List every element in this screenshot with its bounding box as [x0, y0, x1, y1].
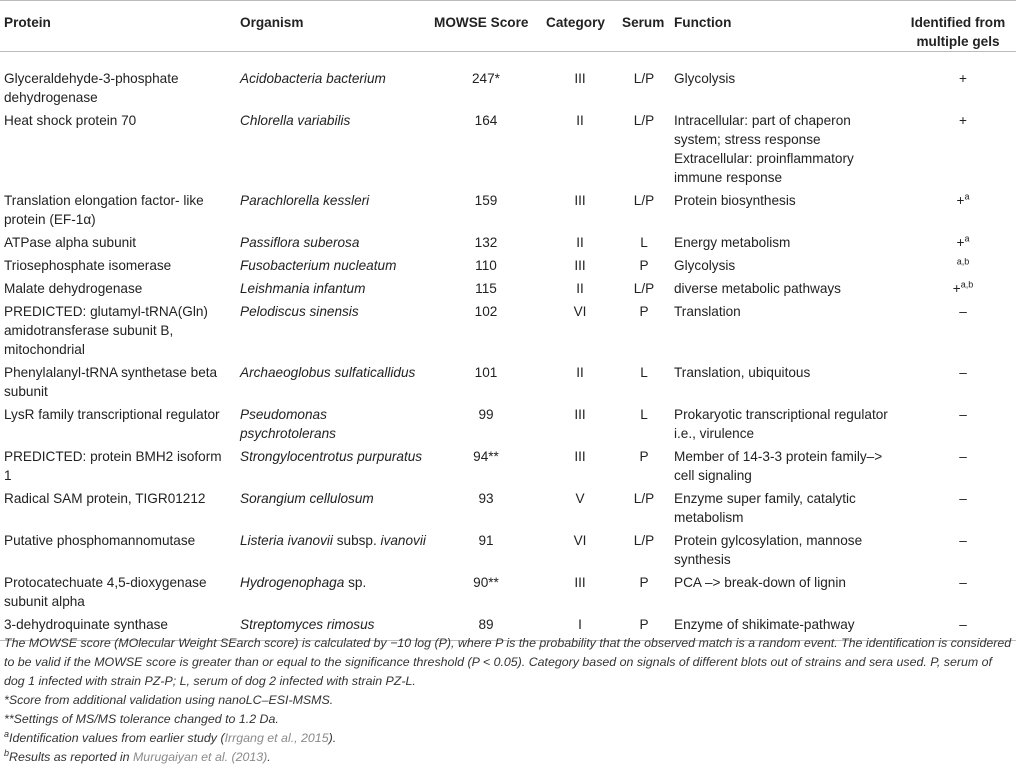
- cell-serum: L: [640, 235, 648, 250]
- footnote-a-text: Identification values from earlier study (: [9, 731, 225, 745]
- cell-serum: L: [640, 407, 648, 422]
- cell-serum: P: [639, 575, 649, 590]
- organism-name: Leishmania infantum: [240, 281, 366, 296]
- cell-identified: [900, 401, 1016, 443]
- organism-subname: ivanovii: [380, 533, 426, 548]
- cell-mowse: 101: [474, 365, 498, 380]
- cell-protein: LysR family transcriptional regulator: [4, 407, 220, 422]
- table-row: [0, 107, 1016, 187]
- table-row: [0, 229, 1016, 252]
- identified-mark: –: [959, 407, 967, 422]
- identified-mark: +: [959, 71, 967, 86]
- cell-organism: [236, 275, 430, 298]
- cell-serum: L/P: [633, 113, 655, 128]
- cell-mowse: 247*: [472, 71, 500, 86]
- table-body: [0, 52, 1016, 641]
- organism-name: Pelodiscus sinensis: [240, 304, 359, 319]
- identified-mark: –: [959, 533, 967, 548]
- cell-serum: L/P: [633, 71, 655, 86]
- cell-protein: 3-dehydroquinate synthase: [0, 611, 236, 641]
- cell-protein: Radical SAM protein, TIGR01212: [4, 491, 206, 506]
- cell-organism: [236, 443, 430, 485]
- footnote-a-reference-link[interactable]: Irrgang et al., 2015: [224, 731, 329, 745]
- footnote-b-end: .: [267, 750, 271, 764]
- identified-footnote-mark: a: [964, 191, 970, 202]
- header-mowse-score: MOWSE Score: [430, 1, 542, 52]
- cell-identified: [900, 229, 1016, 252]
- organism-name: Parachlorella kessleri: [240, 193, 370, 208]
- footnote-main: The MOWSE score (MOlecular Weight SEarch score) is calculated by −10 log (P), where P is the probability that the observed match is a random event. The identification is considered to be valid if the MOWSE score is greater than or equal to the significance threshold (P < 0.05). Category based on signals of different blots out of strains and sera used. P, serum of dog 1 infected with strain PZ-P; L, serum of dog 2 infected with strain PZ-L.: [4, 636, 1012, 688]
- table-row: [0, 443, 1016, 485]
- cell-serum: P: [639, 304, 649, 319]
- table-row: [0, 252, 1016, 275]
- cell-function: Translation, ubiquitous: [674, 365, 811, 380]
- cell-protein: Triosephosphate isomerase: [4, 258, 172, 273]
- cell-protein: PREDICTED: glutamyl-tRNA(Gln) amidotransferase subunit B, mitochondrial: [4, 304, 208, 357]
- header-serum: Serum: [618, 1, 670, 52]
- cell-function: Translation: [674, 304, 741, 319]
- identified-mark: +: [959, 113, 967, 128]
- footnote-b: [4, 748, 1012, 767]
- cell-identified: [900, 569, 1016, 611]
- cell-mowse: 94**: [473, 449, 499, 464]
- cell-category: III: [574, 407, 586, 422]
- identified-mark: –: [959, 575, 967, 590]
- cell-function: Glycolysis: [674, 258, 736, 273]
- cell-identified: [900, 187, 1016, 229]
- cell-serum: L/P: [633, 193, 655, 208]
- cell-identified: [900, 298, 1016, 359]
- organism-name: Chlorella variabilis: [240, 113, 351, 128]
- cell-identified: [900, 485, 1016, 527]
- cell-mowse: 164: [474, 113, 498, 128]
- cell-mowse: 99: [478, 407, 494, 422]
- cell-identified: [900, 252, 1016, 275]
- cell-protein: Malate dehydrogenase: [4, 281, 143, 296]
- cell-protein: Putative phosphomannomutase: [4, 533, 196, 548]
- table-row: [0, 485, 1016, 527]
- organism-name: Listeria ivanovii: [240, 533, 333, 548]
- cell-organism: [236, 298, 430, 359]
- cell-organism: [236, 52, 430, 108]
- cell-function: Prokaryotic transcriptional regulator i.e., virulence: [674, 407, 888, 441]
- cell-mowse: 102: [474, 304, 498, 319]
- cell-category: III: [574, 449, 586, 464]
- cell-organism: [236, 569, 430, 611]
- cell-protein: Protocatechuate 4,5-dioxygenase subunit alpha: [4, 575, 207, 609]
- cell-identified: [900, 527, 1016, 569]
- cell-identified: [900, 52, 1016, 108]
- cell-category: III: [574, 193, 586, 208]
- cell-organism: [236, 107, 430, 187]
- header-protein: Protein: [0, 1, 236, 52]
- cell-organism: [236, 187, 430, 229]
- identified-footnote-mark: a: [964, 233, 970, 244]
- cell-protein: Heat shock protein 70: [4, 113, 137, 128]
- cell-category: III: [574, 71, 586, 86]
- cell-mowse: 132: [474, 235, 498, 250]
- cell-serum: L/P: [633, 533, 655, 548]
- footnote-b-reference-link[interactable]: Murugaiyan et al. (2013): [132, 750, 268, 764]
- identified-mark: –: [959, 304, 967, 319]
- cell-function: Member of 14-3-3 protein family–> cell signaling: [674, 449, 883, 483]
- identified-footnote-mark: a,b: [956, 256, 970, 267]
- cell-mowse: 90**: [473, 575, 499, 590]
- footnote-star2: **Settings of MS/MS tolerance changed to 1.2 Da.: [4, 712, 279, 726]
- table-row: [0, 298, 1016, 359]
- cell-organism: [236, 359, 430, 401]
- cell-category: VI: [573, 533, 587, 548]
- header-function: Function: [670, 1, 900, 52]
- organism-name: Fusobacterium nucleatum: [240, 258, 397, 273]
- cell-mowse: 89: [430, 611, 542, 641]
- cell-function: Protein biosynthesis: [674, 193, 796, 208]
- identified-mark: +: [956, 235, 965, 250]
- cell-protein: PREDICTED: protein BMH2 isoform 1: [4, 449, 222, 483]
- cell-function: Energy metabolism: [674, 235, 791, 250]
- header-category: Category: [542, 1, 618, 52]
- organism-name: Strongylocentrotus purpuratus: [240, 449, 423, 464]
- identified-mark: –: [959, 491, 967, 506]
- organism-name: Streptomyces rimosus: [240, 617, 375, 632]
- cell-serum: P: [639, 258, 649, 273]
- cell-identified: [900, 275, 1016, 298]
- cell-category: II: [576, 235, 584, 250]
- header-organism: Organism: [236, 1, 430, 52]
- cell-category: III: [574, 258, 586, 273]
- cell-function: diverse metabolic pathways: [674, 281, 841, 296]
- cell-category: I: [542, 611, 618, 641]
- table-footnotes: [4, 634, 1012, 767]
- cell-category: II: [576, 281, 584, 296]
- organism-name: Sorangium cellulosum: [240, 491, 374, 506]
- table-row: [0, 359, 1016, 401]
- organism-name: Passiflora suberosa: [240, 235, 360, 250]
- cell-organism: [236, 252, 430, 275]
- cell-identified: [900, 107, 1016, 187]
- cell-identified: [900, 443, 1016, 485]
- cell-identified: [900, 359, 1016, 401]
- cell-serum: L/P: [633, 281, 655, 296]
- identified-mark: –: [959, 617, 967, 632]
- cell-protein: ATPase alpha subunit: [4, 235, 136, 250]
- cell-serum: L/P: [633, 491, 655, 506]
- cell-category: II: [576, 365, 584, 380]
- cell-mowse: 93: [478, 491, 494, 506]
- footnote-star1: *Score from additional validation using nanoLC–ESI-MSMS.: [4, 693, 334, 707]
- cell-serum: L: [640, 365, 648, 380]
- cell-mowse: 159: [474, 193, 498, 208]
- table-row: [0, 187, 1016, 229]
- cell-function: Enzyme super family, catalytic metabolism: [674, 491, 856, 525]
- footnote-a-mark: a: [4, 728, 10, 739]
- organism-name: Hydrogenophaga: [240, 575, 345, 590]
- organism-name: Acidobacteria bacterium: [240, 71, 386, 86]
- footnote-a-end: ).: [328, 731, 337, 745]
- organism-rank: subsp.: [332, 533, 381, 548]
- table-header-row: [0, 1, 1016, 52]
- cell-function: Enzyme of shikimate-pathway: [670, 611, 900, 641]
- table-row: [0, 569, 1016, 611]
- cell-function: Protein gylcosylation, mannose synthesis: [674, 533, 863, 567]
- cell-organism: [236, 485, 430, 527]
- cell-mowse: 91: [478, 533, 494, 548]
- footnote-b-text: Results as reported in: [9, 750, 133, 764]
- cell-function: Glycolysis: [674, 71, 736, 86]
- identified-mark: +: [956, 193, 965, 208]
- table-row: [0, 52, 1016, 108]
- cell-mowse: 115: [475, 281, 497, 296]
- cell-organism: [236, 229, 430, 252]
- identified-mark: +: [952, 281, 961, 296]
- cell-mowse: 110: [475, 258, 497, 273]
- footnote-b-mark: b: [4, 747, 10, 758]
- table-row: [0, 401, 1016, 443]
- identified-mark: –: [959, 365, 967, 380]
- cell-category: II: [576, 113, 584, 128]
- cell-category: III: [574, 575, 586, 590]
- identified-mark: –: [959, 449, 967, 464]
- cell-function: Intracellular: part of chaperon system; stress response Extracellular: proinflammatory immune response: [674, 113, 854, 185]
- cell-protein: Phenylalanyl-tRNA synthetase beta subunit: [4, 365, 218, 399]
- cell-category: VI: [573, 304, 587, 319]
- table-row: [0, 275, 1016, 298]
- cell-serum: P: [618, 611, 670, 641]
- table-row: [0, 527, 1016, 569]
- cell-protein: Translation elongation factor- like protein (EF-1α): [4, 193, 204, 227]
- header-identified: Identified from multiple gels: [900, 1, 1016, 52]
- organism-rank: sp.: [344, 575, 367, 590]
- organism-name: Pseudomonas psychrotolerans: [240, 407, 336, 441]
- cell-organism: [236, 401, 430, 443]
- identified-footnote-mark: a,b: [960, 279, 974, 290]
- footnote-a: [4, 729, 1012, 748]
- cell-protein: Glyceraldehyde-3-phosphate dehydrogenase: [4, 71, 179, 105]
- cell-organism: [236, 527, 430, 569]
- cell-function: PCA –> break-down of lignin: [674, 575, 846, 590]
- cell-category: V: [575, 491, 585, 506]
- cell-serum: P: [639, 449, 649, 464]
- organism-name: Archaeoglobus sulfaticallidus: [240, 365, 416, 380]
